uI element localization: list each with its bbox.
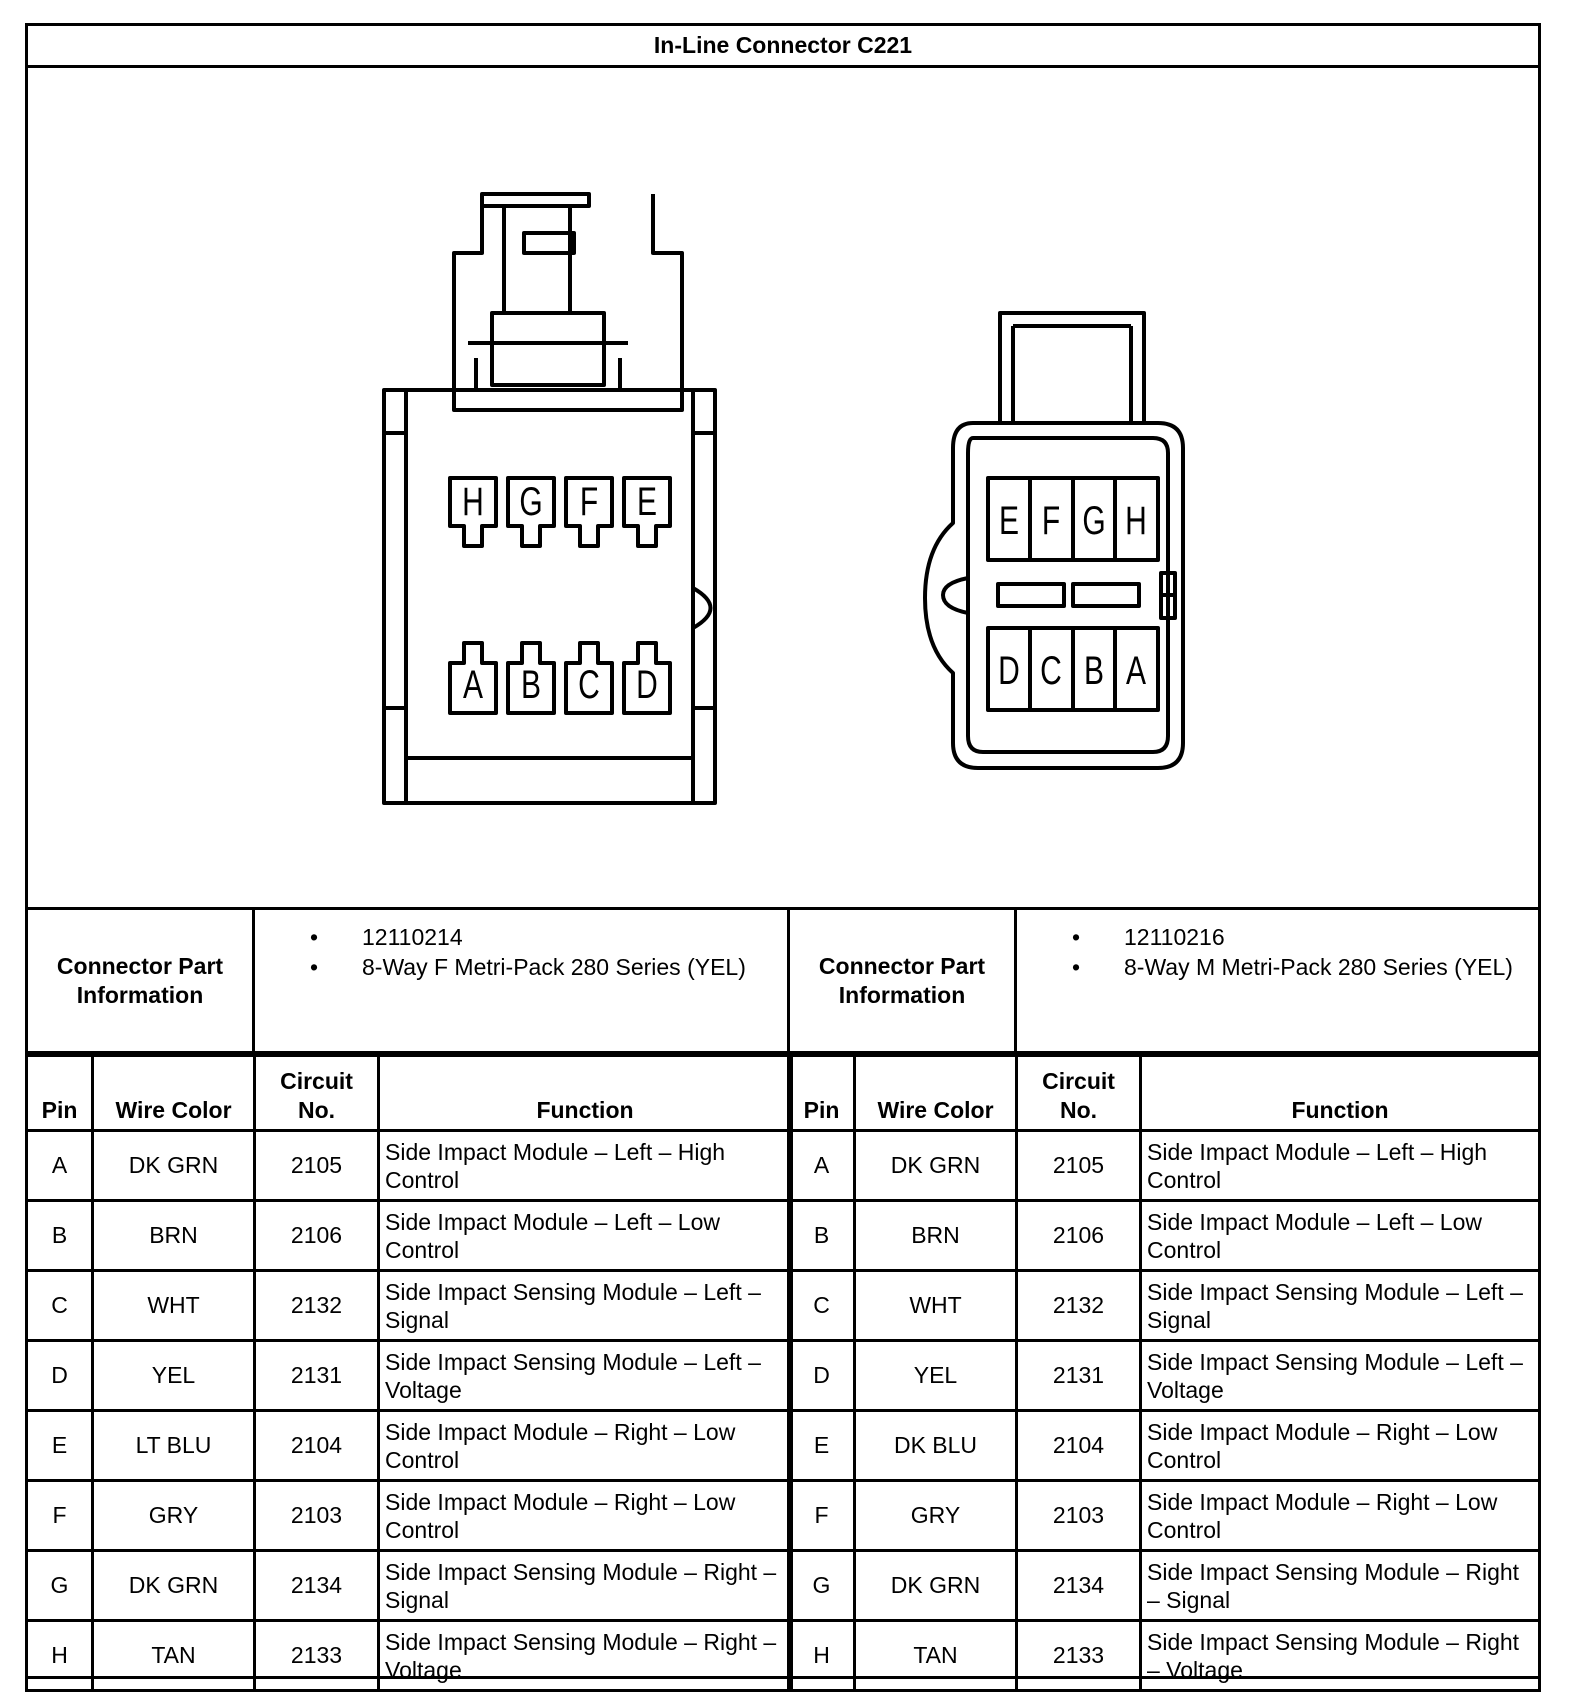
left-pinout-table xyxy=(25,1054,793,1692)
pin-cell: G xyxy=(27,1551,93,1621)
function-cell: Side Impact Sensing Module – Right – Voltage xyxy=(1141,1621,1540,1691)
left-part-number: • 12110214 xyxy=(255,922,787,952)
pinout-tables xyxy=(28,1054,1538,1682)
function-cell: Side Impact Module – Right – Low Control xyxy=(379,1411,792,1481)
function-cell: Side Impact Sensing Module – Left – Signal xyxy=(379,1271,792,1341)
left-part-info xyxy=(255,910,790,1051)
wire-color-cell: WHT xyxy=(93,1271,255,1341)
table-row xyxy=(789,1201,1540,1271)
function-cell: Side Impact Module – Right – Low Control xyxy=(1141,1481,1540,1551)
circuit-cell: 2103 xyxy=(255,1481,379,1551)
function-cell: Side Impact Sensing Module – Left – Voltage xyxy=(379,1341,792,1411)
function-cell: Side Impact Module – Right – Low Control xyxy=(379,1481,792,1551)
connector-part-info-row xyxy=(28,907,1538,1054)
function-cell: Side Impact Sensing Module – Right – Signal xyxy=(379,1551,792,1621)
connector-illustration xyxy=(28,68,1538,907)
wire-color-cell: WHT xyxy=(855,1271,1017,1341)
wire-color-cell: TAN xyxy=(93,1621,255,1691)
pin-label: H xyxy=(462,479,484,525)
circuit-cell: 2103 xyxy=(1017,1481,1141,1551)
wire-color-cell: DK BLU xyxy=(855,1411,1017,1481)
table-row xyxy=(789,1481,1540,1551)
pin-cell: H xyxy=(789,1621,855,1691)
circuit-cell: 2131 xyxy=(1017,1341,1141,1411)
pin-cell: B xyxy=(27,1201,93,1271)
left-part-description: • 8-Way F Metri-Pack 280 Series (YEL) xyxy=(255,952,787,982)
right-part-number: • 12110216 xyxy=(1017,922,1538,952)
page-title: In-Line Connector C221 xyxy=(28,26,1538,68)
table-row xyxy=(27,1621,792,1691)
header-function: Function xyxy=(1141,1056,1540,1131)
pin-cell: B xyxy=(789,1201,855,1271)
pin-cell: E xyxy=(27,1411,93,1481)
right-info-label-text: Connector Part Information xyxy=(818,952,986,1008)
pin-cell: F xyxy=(789,1481,855,1551)
pin-label: D xyxy=(636,662,658,708)
table-row xyxy=(27,1411,792,1481)
wire-color-cell: DK GRN xyxy=(855,1131,1017,1201)
pin-label: A xyxy=(462,662,484,708)
table-row xyxy=(27,1271,792,1341)
wire-color-cell: DK GRN xyxy=(93,1551,255,1621)
pin-label: B xyxy=(1083,648,1105,694)
header-pin: Pin xyxy=(27,1056,93,1131)
female-connector-drawing xyxy=(384,194,715,803)
pin-label: C xyxy=(1040,648,1062,694)
right-pinout-table xyxy=(787,1054,1541,1692)
header-function: Function xyxy=(379,1056,792,1131)
circuit-cell: 2132 xyxy=(255,1271,379,1341)
wire-color-cell: BRN xyxy=(93,1201,255,1271)
wire-color-cell: LT BLU xyxy=(93,1411,255,1481)
pin-cell: H xyxy=(27,1621,93,1691)
wire-color-cell: YEL xyxy=(855,1341,1017,1411)
pin-label: G xyxy=(519,479,543,525)
circuit-cell: 2134 xyxy=(255,1551,379,1621)
pin-label: F xyxy=(579,479,599,525)
circuit-cell: 2132 xyxy=(1017,1271,1141,1341)
circuit-cell: 2134 xyxy=(1017,1551,1141,1621)
table-row xyxy=(789,1271,1540,1341)
table-row xyxy=(789,1131,1540,1201)
pin-label: B xyxy=(520,662,542,708)
function-cell: Side Impact Module – Left – Low Control xyxy=(379,1201,792,1271)
wire-color-cell: YEL xyxy=(93,1341,255,1411)
left-info-label-text: Connector Part Information xyxy=(56,952,224,1008)
header-wire-color: Wire Color xyxy=(855,1056,1017,1131)
function-cell: Side Impact Module – Left – High Control xyxy=(379,1131,792,1201)
pin-cell: A xyxy=(789,1131,855,1201)
pin-label: G xyxy=(1082,498,1106,544)
left-info-label xyxy=(28,910,255,1051)
function-cell: Side Impact Sensing Module – Left – Voltage xyxy=(1141,1341,1540,1411)
function-cell: Side Impact Sensing Module – Right – Signal xyxy=(1141,1551,1540,1621)
male-connector-drawing xyxy=(925,313,1183,768)
pin-cell: D xyxy=(27,1341,93,1411)
circuit-cell: 2104 xyxy=(1017,1411,1141,1481)
function-cell: Side Impact Module – Left – High Control xyxy=(1141,1131,1540,1201)
table-row xyxy=(27,1341,792,1411)
header-wire-color: Wire Color xyxy=(93,1056,255,1131)
pin-cell: A xyxy=(27,1131,93,1201)
pin-label: E xyxy=(636,479,658,525)
circuit-cell: 2104 xyxy=(255,1411,379,1481)
circuit-cell: 2133 xyxy=(1017,1621,1141,1691)
header-circuit-no: Circuit No. xyxy=(1017,1056,1141,1131)
table-row xyxy=(789,1411,1540,1481)
connector-sheet xyxy=(25,23,1541,1683)
wire-color-cell: TAN xyxy=(855,1621,1017,1691)
table-row xyxy=(789,1551,1540,1621)
pin-cell: F xyxy=(27,1481,93,1551)
circuit-cell: 2106 xyxy=(1017,1201,1141,1271)
table-row xyxy=(789,1341,1540,1411)
circuit-cell: 2105 xyxy=(255,1131,379,1201)
pin-label: F xyxy=(1041,498,1061,544)
circuit-cell: 2133 xyxy=(255,1621,379,1691)
circuit-cell: 2105 xyxy=(1017,1131,1141,1201)
right-info-label xyxy=(790,910,1017,1051)
table-row xyxy=(27,1481,792,1551)
wire-color-cell: DK GRN xyxy=(93,1131,255,1201)
pin-label: H xyxy=(1125,498,1147,544)
wire-color-cell: DK GRN xyxy=(855,1551,1017,1621)
table-row xyxy=(27,1551,792,1621)
header-pin: Pin xyxy=(789,1056,855,1131)
pin-label: A xyxy=(1125,648,1147,694)
circuit-cell: 2106 xyxy=(255,1201,379,1271)
pin-cell: D xyxy=(789,1341,855,1411)
connector-drawings xyxy=(28,68,1538,907)
right-part-info xyxy=(1017,910,1538,1051)
header-circuit-no: Circuit No. xyxy=(255,1056,379,1131)
pin-label: C xyxy=(578,662,600,708)
function-cell: Side Impact Module – Right – Low Control xyxy=(1141,1411,1540,1481)
wire-color-cell: GRY xyxy=(93,1481,255,1551)
pin-label: E xyxy=(998,498,1020,544)
wire-color-cell: BRN xyxy=(855,1201,1017,1271)
pin-cell: E xyxy=(789,1411,855,1481)
circuit-cell: 2131 xyxy=(255,1341,379,1411)
function-cell: Side Impact Sensing Module – Left – Signal xyxy=(1141,1271,1540,1341)
function-cell: Side Impact Module – Left – Low Control xyxy=(1141,1201,1540,1271)
table-row xyxy=(27,1131,792,1201)
pin-cell: G xyxy=(789,1551,855,1621)
wire-color-cell: GRY xyxy=(855,1481,1017,1551)
table-row xyxy=(27,1201,792,1271)
right-part-description: • 8-Way M Metri-Pack 280 Series (YEL) xyxy=(1017,952,1538,982)
pin-cell: C xyxy=(27,1271,93,1341)
table-row xyxy=(789,1621,1540,1691)
function-cell: Side Impact Sensing Module – Right – Voltage xyxy=(379,1621,792,1691)
pin-label: D xyxy=(998,648,1020,694)
pin-cell: C xyxy=(789,1271,855,1341)
